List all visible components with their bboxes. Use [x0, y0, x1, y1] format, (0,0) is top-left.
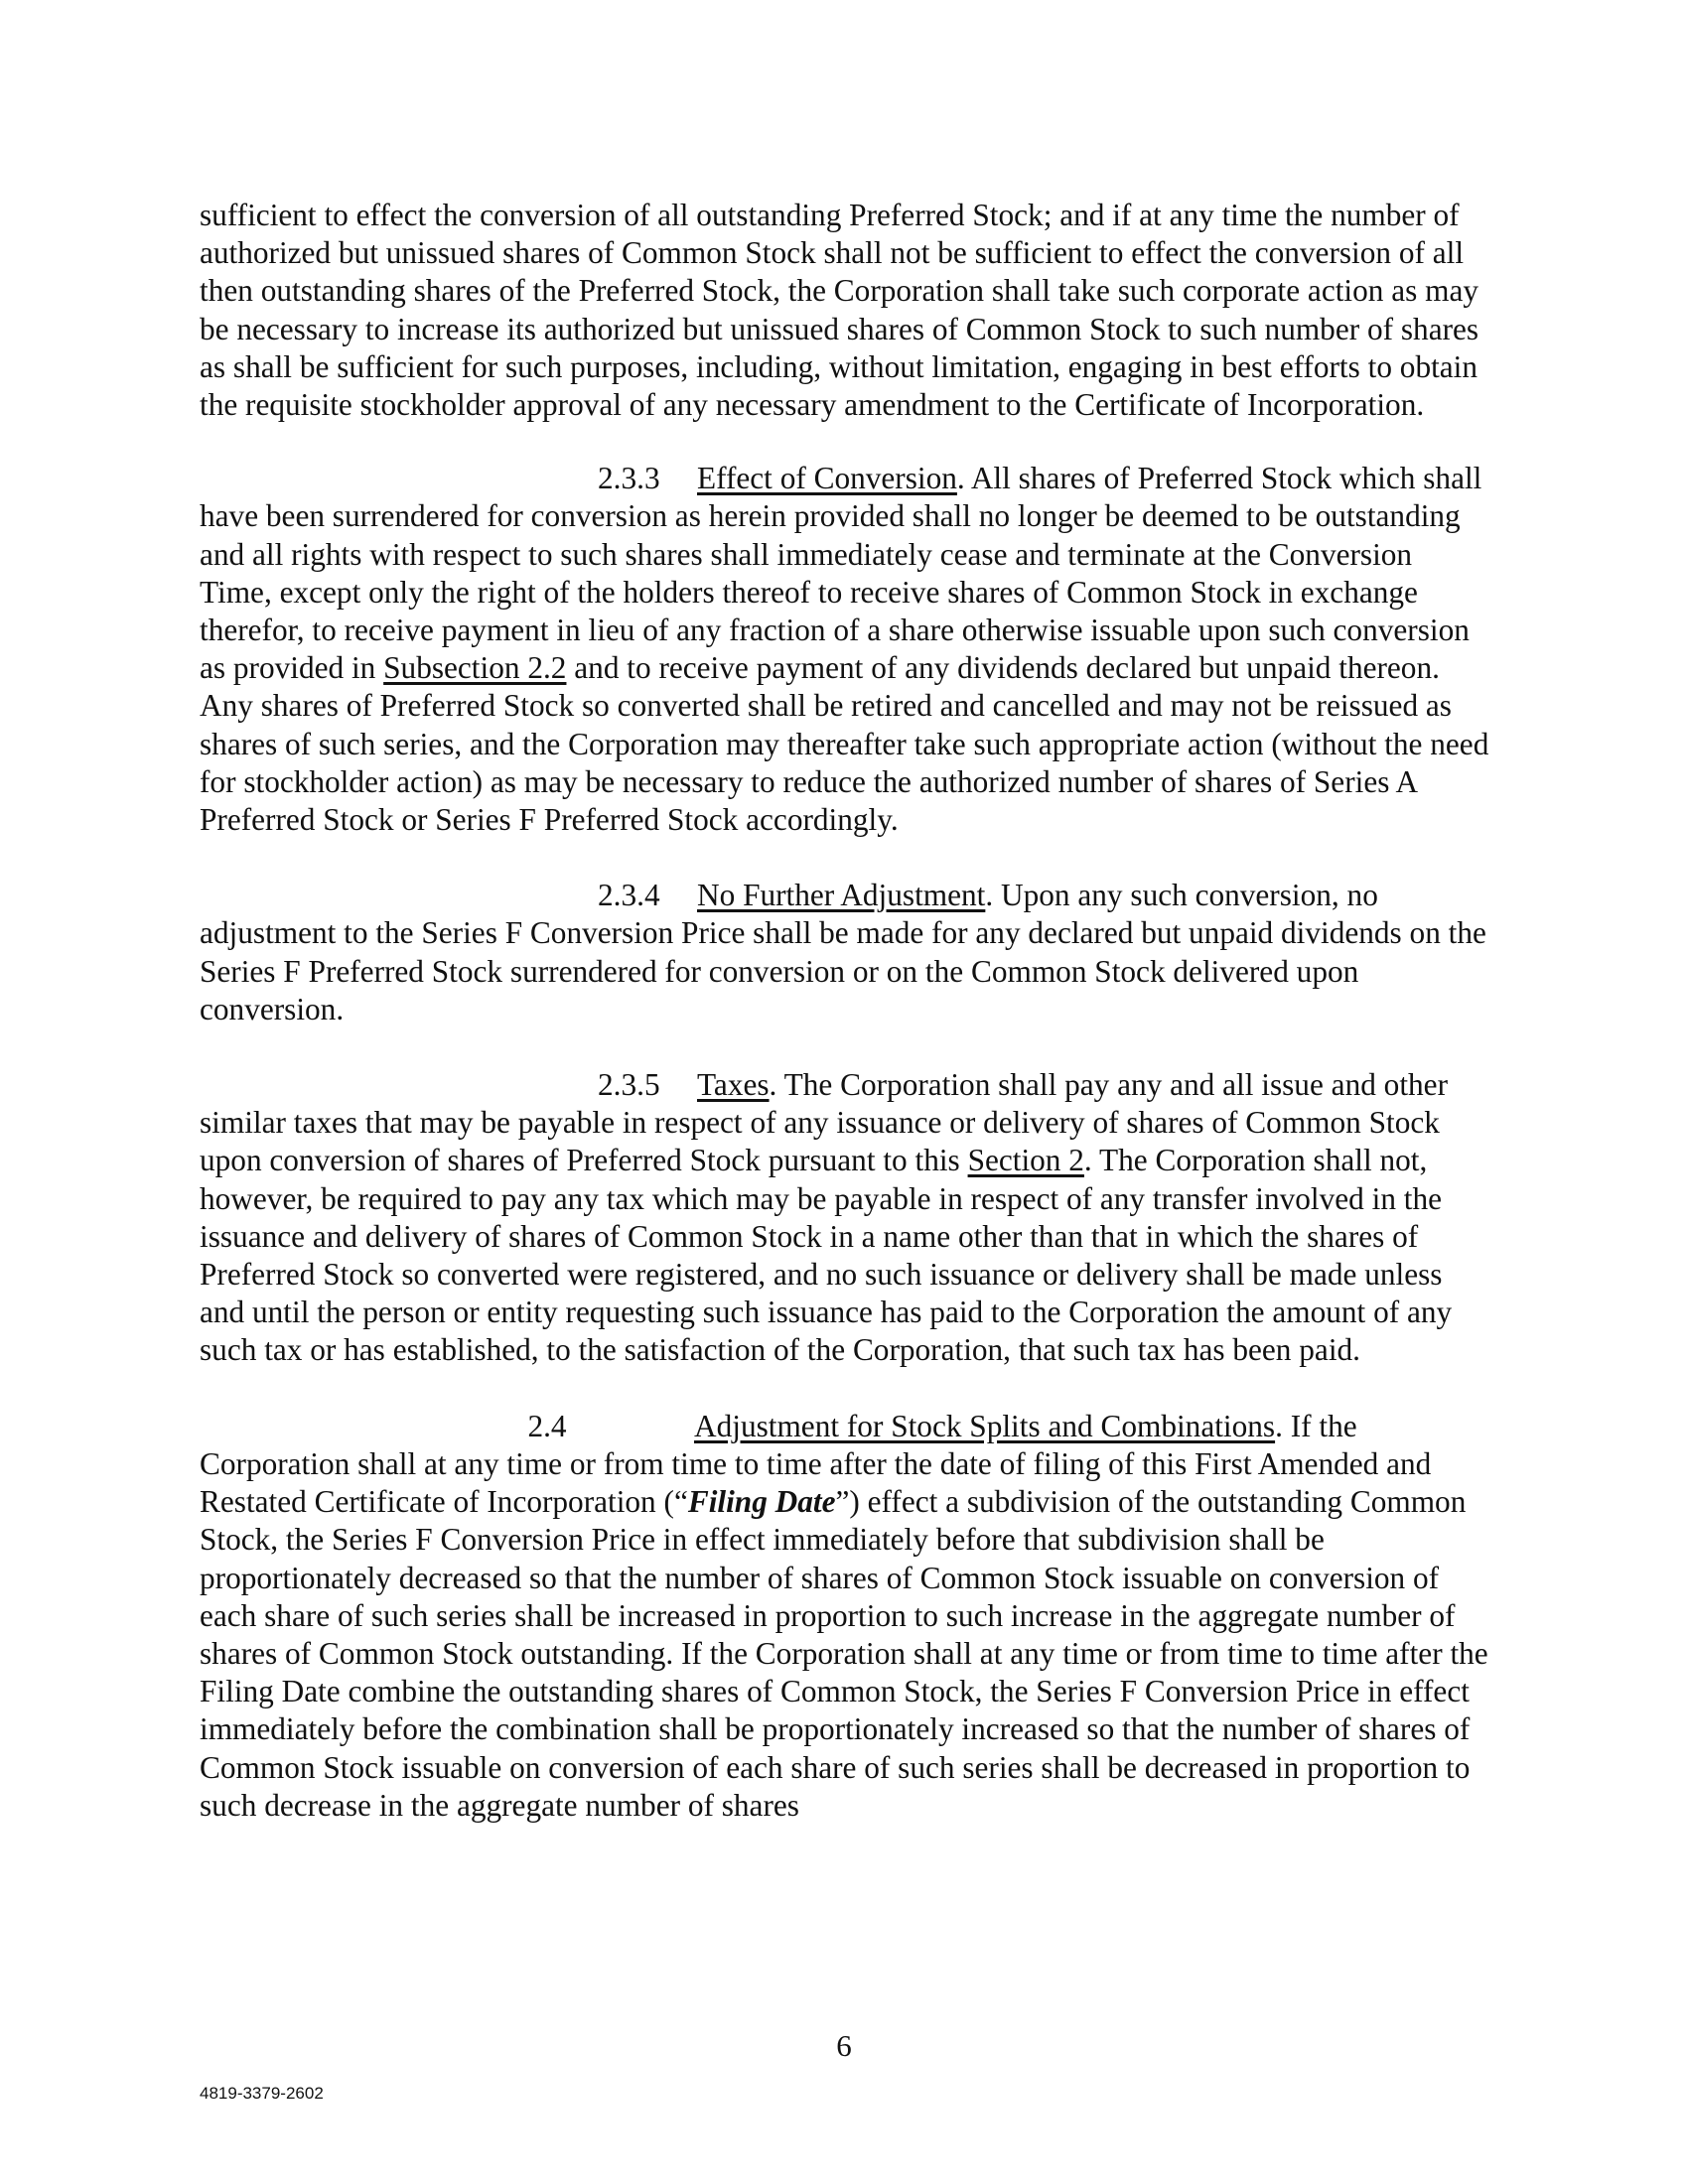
- section-number: 2.3.5: [598, 1067, 660, 1103]
- page-number: 6: [836, 2028, 852, 2063]
- section-heading: No Further Adjustment: [697, 878, 986, 913]
- section-heading: Adjustment for Stock Splits and Combinations: [694, 1408, 1276, 1443]
- section-2-3-3: [200, 460, 1490, 839]
- section-text: and to receive payment of any dividends declared but unpaid thereon. Any shares of Preferred Stock so converted shall be retired and cancelled and may not be reissued as shares of such series, and the Corporation may thereafter take such appropriate action (without the need for stockholder action) as may be necessary to reduce the authorized number of shares of Series A Preferred Stock or Series F Preferred Stock accordingly.: [200, 650, 1489, 838]
- section-number: 2.3.4: [598, 878, 660, 913]
- section-2-3-5: [200, 1066, 1490, 1370]
- section-number: 2.3.3: [598, 461, 660, 496]
- paragraph-continuation: [200, 197, 1490, 424]
- section-2-3-4: [200, 877, 1490, 1028]
- section-text: . The Corporation shall pay any and all issue and other similar taxes that may be payable in respect of any issuance or delivery of shares of Common Stock upon conversion of shares of Preferred Stock pursuant to this: [200, 1067, 1448, 1178]
- document-body: [200, 197, 1490, 1862]
- section-text: . Upon any such conversion, no adjustment to the Series F Conversion Price shall be made for any declared but unpaid dividends on the Series F Preferred Stock surrendered for conversion or on the Common Stock delivered upon conversion.: [200, 878, 1486, 1026]
- cross-reference: Subsection 2.2: [383, 650, 567, 686]
- section-text: . The Corporation shall not, however, be required to pay any tax which may be payable in respect of any transfer involved in the issuance and delivery of shares of Common Stock in a name other than that in which the shares of Preferred Stock so converted were registered, and no such issuance or delivery shall be made unless and until the person or entity requesting such issuance has paid to the Corporation the amount of any such tax or has established, to the satisfaction of the Corporation, that such tax has been paid.: [200, 1143, 1453, 1368]
- paragraph-text: sufficient to effect the conversion of all outstanding Preferred Stock; and if at any time the number of authorized but unissued shares of Common Stock shall not be sufficient to effect the conversion of all then outstanding shares of the Preferred Stock, the Corporation shall take such corporate action as may be necessary to increase its authorized but unissued shares of Common Stock to such number of shares as shall be sufficient for such purposes, including, without limitation, engaging in best efforts to obtain the requisite stockholder approval of any necessary amendment to the Certificate of Incorporation.: [200, 198, 1479, 423]
- section-text: ”) effect a subdivision of the outstanding Common Stock, the Series F Conversion Price in effect immediately before that subdivision shall be proportionately decreased so that the number of shares of Common Stock issuable on conversion of each share of such series shall be increased in proportion to such increase in the aggregate number of shares of Common Stock outstanding. If the Corporation shall at any time or from time to time after the Filing Date combine the outstanding shares of Common Stock, the Series F Conversion Price in effect immediately before the combination shall be proportionately increased so that the number of shares of Common Stock issuable on conversion of each share of such series shall be decreased in proportion to such decrease in the aggregate number of shares: [200, 1484, 1488, 1823]
- section-text: . All shares of Preferred Stock which shall have been surrendered for conversion as herein provided shall no longer be deemed to be outstanding and all rights with respect to such shares shall immediately cease and terminate at the Conversion Time, except only the right of the holders thereof to receive shares of Common Stock in exchange therefor, to receive payment in lieu of any fraction of a share otherwise issuable upon such conversion as provided in: [200, 461, 1482, 686]
- section-2-4: [200, 1408, 1490, 1825]
- section-heading: Effect of Conversion: [697, 461, 957, 496]
- defined-term: Filing Date: [687, 1484, 836, 1520]
- document-id: 4819-3379-2602: [200, 2084, 324, 2103]
- section-heading: Taxes: [697, 1067, 770, 1103]
- section-text: . If the Corporation shall at any time or from time to time after the date of filing of this First Amended and Restated Certificate of Incorporation (“: [200, 1408, 1432, 1520]
- cross-reference: Section 2: [967, 1143, 1084, 1178]
- section-number: 2.4: [527, 1408, 567, 1443]
